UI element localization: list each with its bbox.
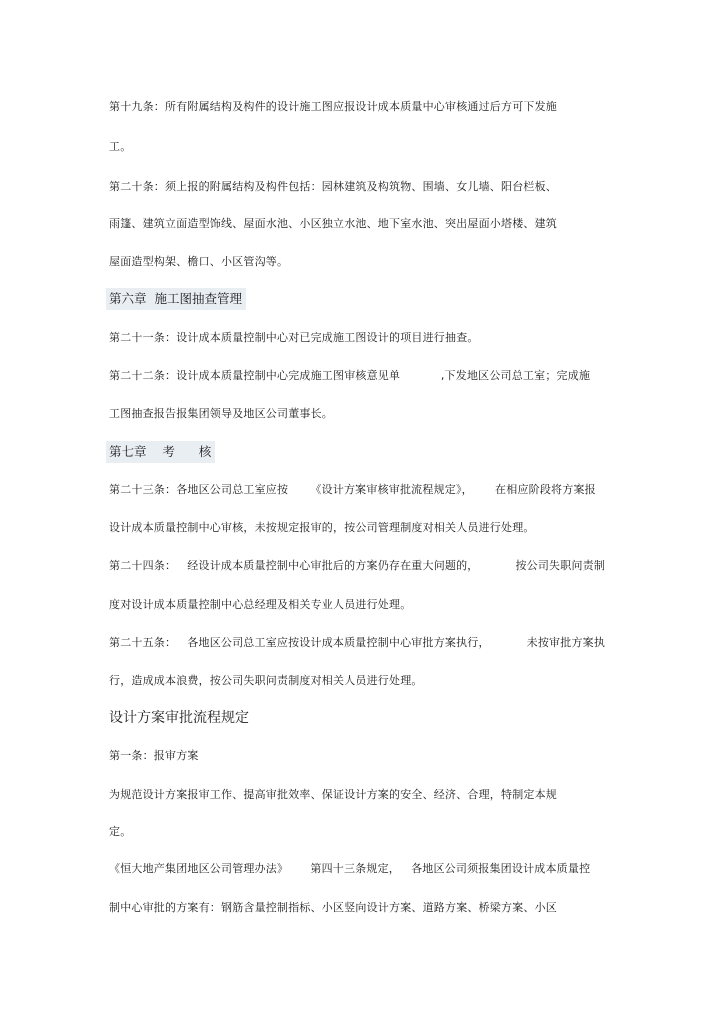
text-line: 第二十三条：各地区公司总工室应按 《设计方案审核审批流程规定》， 在相应阶段将方案报	[109, 483, 596, 496]
text-line: 度对设计成本质量控制中心总经理及相关专业人员进行处理。	[109, 598, 412, 611]
text-line: 《恒大地产集团地区公司管理办法》 第四十三条规定， 各地区公司须报集团设计成本质量控	[109, 862, 591, 875]
text-line: 雨篷、建筑立面造型饰线、屋面水池、小区独立水池、地下室水池、突出屋面小塔楼、建筑	[109, 217, 557, 230]
text-line: 屋面造型构架、檐口、小区管沟等。	[109, 255, 289, 268]
text-line: 第十九条：所有附属结构及构件的设计施工图应报设计成本质量中心审核通过后方可下发施	[109, 100, 557, 113]
text-line: 第一条：报审方案	[109, 749, 199, 762]
text-line: 第二十五条： 各地区公司总工室应按设计成本质量控制中心审批方案执行， 未按审批方案执	[109, 636, 606, 649]
chapter-heading: 第六章 施工图抽查管理	[106, 288, 246, 310]
text-line: 制中心审批的方案有：钢筋含量控制指标、小区竖向设计方案、道路方案、桥梁方案、小区	[109, 901, 557, 914]
text-line: 第二十二条：设计成本质量控制中心完成施工图审核意见单 ,下发地区公司总工室；完成施	[109, 369, 591, 382]
text-line: 定。	[109, 825, 132, 838]
section-title: 设计方案审批流程规定	[109, 710, 249, 726]
text-line: 行，造成成本浪费，按公司失职问责制度对相关人员进行处理。	[109, 674, 423, 687]
text-line: 第二十一条：设计成本质量控制中心对已完成施工图设计的项目进行抽查。	[109, 331, 479, 344]
text-line: 第二十条：须上报的附属结构及构件包括：园林建筑及构筑物、围墙、女儿墙、阳台栏板、	[109, 180, 557, 193]
text-line: 工图抽查报告报集团领导及地区公司董事长。	[109, 407, 333, 420]
chapter-heading: 第七章 考 核	[106, 441, 215, 463]
text-line: 工。	[109, 140, 132, 153]
text-line: 设计成本质量控制中心审核，未按规定报审的，按公司管理制度对相关人员进行处理。	[109, 521, 535, 534]
text-line: 为规范设计方案报审工作、提高审批效率、保证设计方案的安全、经济、合理，特制定本规	[109, 788, 557, 801]
text-line: 第二十四条： 经设计成本质量控制中心审批后的方案仍存在重大问题的， 按公司失职问责制	[109, 559, 606, 572]
